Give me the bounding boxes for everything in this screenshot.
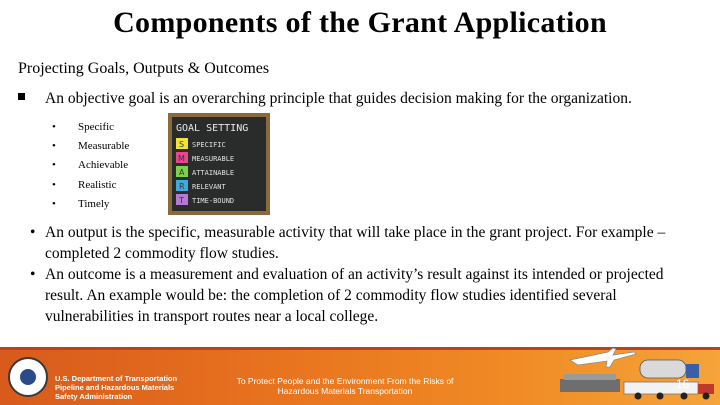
page-number: 16	[676, 377, 690, 391]
square-bullet-icon	[18, 93, 25, 100]
sticky-note-a	[176, 166, 188, 177]
agency-line-2: Pipeline and Hazardous Materials	[55, 383, 175, 392]
board-letter-t: T	[179, 196, 184, 205]
output-definition: • An output is the specific, measurable activity that will take place in the grant project. For example – completed 2 commodity flow studies.	[30, 222, 700, 264]
board-letter-s: S	[179, 140, 185, 149]
agency-line-1: U.S. Department of Transportation	[55, 374, 178, 383]
smart-item-realistic: • Realistic	[52, 179, 129, 198]
transportation-collage-image	[550, 338, 720, 405]
board-word-relevant: RELEVANT	[192, 183, 226, 191]
sticky-note-s	[176, 138, 188, 149]
board-heading: GOAL SETTING	[176, 123, 249, 134]
goal-setting-chalkboard-image	[168, 113, 270, 215]
board-letter-a: A	[179, 168, 185, 177]
sticky-note-t	[176, 194, 188, 205]
agency-line-3: Safety Administration	[55, 392, 133, 401]
board-word-measurable: MEASURABLE	[192, 155, 235, 163]
smart-criteria-list	[52, 121, 129, 217]
smart-item-achievable: • Achievable	[52, 159, 129, 178]
smart-item-measurable: • Measurable	[52, 140, 129, 159]
goal-definition: An objective goal is an overarching principle that guides decision making for the organization.	[45, 90, 632, 107]
sticky-note-r	[176, 180, 188, 191]
smart-item-timely: • Timely	[52, 198, 129, 217]
sticky-note-m	[176, 152, 188, 163]
board-word-time-bound: TIME-BOUND	[192, 197, 235, 205]
board-word-specific: SPECIFIC	[192, 141, 226, 149]
dot-seal-icon	[8, 357, 48, 397]
board-letter-r: R	[179, 182, 185, 191]
slide-subtitle: Projecting Goals, Outputs & Outcomes	[18, 60, 270, 77]
board-letter-m: M	[178, 154, 185, 163]
board-word-attainable: ATTAINABLE	[192, 169, 235, 177]
slide-title: Components of the Grant Application	[113, 6, 607, 39]
mission-statement	[200, 376, 490, 396]
mission-line-1: To Protect People and the Environment From the Risks of	[236, 376, 454, 386]
outputs-outcomes-list	[30, 222, 700, 327]
mission-line-2: Hazardous Materials Transportation	[277, 386, 413, 396]
outcome-definition: • An outcome is a measurement and evaluation of an activity’s result against its intended or projected result. An example would be: the completion of 2 commodity flow studies identified several vulnerabilities in transport routes near a local college.	[30, 264, 700, 327]
smart-item-specific: • Specific	[52, 121, 129, 140]
